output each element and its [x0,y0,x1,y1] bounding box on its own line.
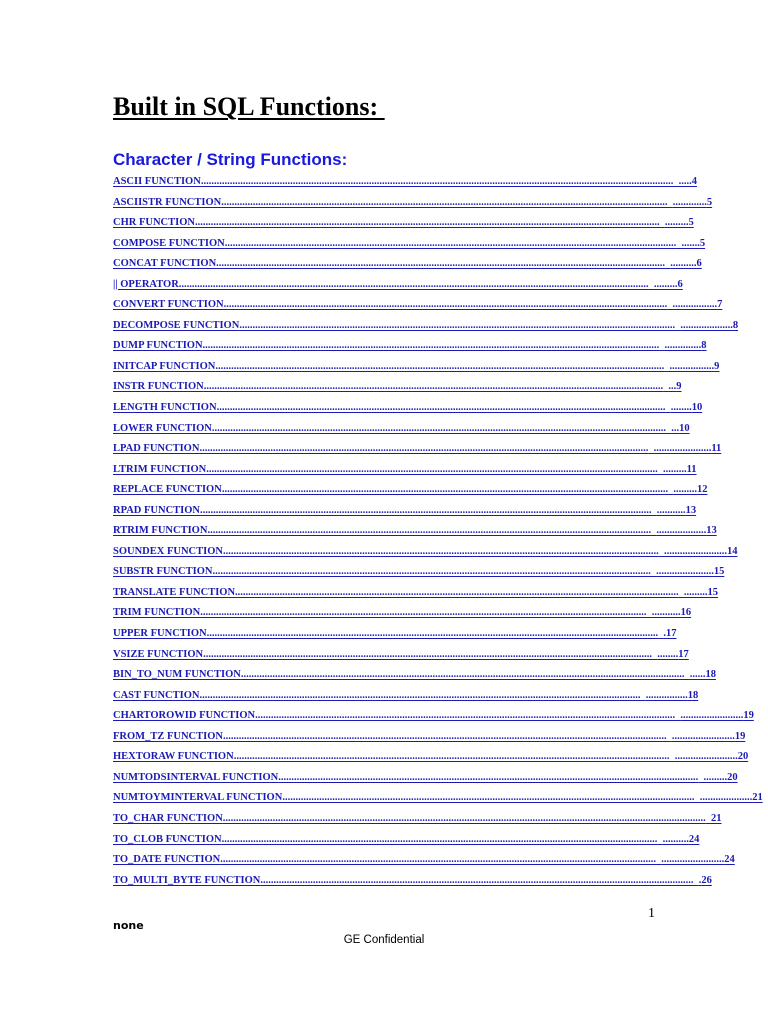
toc-link[interactable] [113,234,706,255]
toc-leader-dots: ............................................................................................................................................................................ [200,504,652,516]
toc-leader-dots: ........................................................................................................................................................................... [216,402,666,414]
toc-page-value: 26 [701,874,712,886]
toc-page-leader: ........ [657,648,679,660]
toc-leader-dots: ..................................................................................................................................................................... [260,874,694,886]
toc-link-label: CONVERT FUNCTION [113,299,224,311]
toc-link[interactable] [113,377,682,398]
toc-page-number [665,254,702,275]
toc-link[interactable] [113,172,697,193]
toc-page-number [673,172,697,193]
toc-link[interactable] [113,460,697,481]
toc-link[interactable] [113,624,677,645]
toc-leader-dots: ............................................................................................................................................................................. [211,422,667,434]
toc-page-number [684,665,716,686]
toc-link-label: INSTR FUNCTION [113,381,204,393]
footer-confidential-label: GE Confidential [343,934,425,946]
toc-leader-dots: ......................................................................................................................................................................... [207,525,652,537]
toc-page-number [657,830,699,851]
toc-link-label: CAST FUNCTION [113,689,200,701]
toc-page-leader: .............. [664,340,702,352]
toc-link[interactable] [113,768,738,789]
toc-page-value: 15 [713,566,725,578]
toc-leader-dots: ...................................................................................................................................................................... [239,319,676,331]
toc-page-leader: ........ [670,402,692,414]
toc-page-leader: ...... [689,669,706,681]
toc-leader-dots: ........................................................................................................................................................................................ [222,812,706,824]
toc-page-leader: ........... [656,504,686,516]
toc-link-label: HEXTORAW FUNCTION [113,751,234,763]
toc-leader-dots: ............................................................................................................................................................................... [203,381,664,393]
toc-link[interactable] [113,706,754,727]
toc-link[interactable] [113,254,702,275]
toc-page-number [658,460,697,481]
toc-leader-dots: ........................................................................................................................................................................... [215,360,665,372]
toc-page-value: 20 [727,771,738,783]
toc-link-label: NUMTOYMINTERVAL FUNCTION [113,792,283,804]
toc-link[interactable] [113,295,723,316]
toc-link-label: TRIM FUNCTION [113,607,201,619]
toc-link[interactable] [113,809,722,830]
toc-page-leader: .................... [680,319,733,331]
toc-page-value: 16 [680,607,692,619]
toc-page-value: 7 [717,299,723,311]
toc-link-label: UPPER FUNCTION [113,628,207,640]
toc-page-number [706,809,722,830]
toc-leader-dots: ...................................................................................................................................................................... [222,545,659,557]
toc-link-label: CHR FUNCTION [113,217,195,229]
toc-page-value: 12 [696,484,708,496]
toc-leader-dots: .......................................................................................................................................................................... [200,607,647,619]
footer-left-text: none [113,919,144,932]
toc-page-leader: ................. [672,299,718,311]
document-title: Built in SQL Functions: [113,92,385,121]
toc-link-label: ASCII FUNCTION [113,176,201,187]
toc-page-value: 17 [678,648,689,660]
toc-leader-dots: .......................................................................................................................................................................... [221,484,669,496]
toc-leader-dots: ............................................................................................................................................................. [282,792,695,804]
toc-page-value: 5 [706,196,713,208]
toc-page-value: 14 [726,545,738,557]
toc-page-leader: ... [671,422,680,434]
toc-page-number [658,624,676,645]
toc-link-label: SUBSTR FUNCTION [113,566,213,578]
toc-leader-dots: ................................................................................................................................................................ [278,771,699,783]
toc-leader-dots: ............................................................................................................................................................................ [206,463,658,475]
toc-page-leader: ......... [673,484,697,496]
toc-leader-dots: ...................................................................................................................................................................... [220,854,657,866]
toc-link[interactable] [113,501,697,522]
toc-link[interactable] [113,830,700,851]
toc-page-number [667,193,712,214]
toc-page-leader: ........................ [661,854,725,866]
toc-page-leader: ........... [651,607,681,619]
toc-page-number [648,439,721,460]
toc-page-number [651,562,725,583]
toc-link[interactable] [113,480,708,501]
toc-link-label: LPAD FUNCTION [113,443,200,455]
toc-page-leader: ........................ [671,730,735,742]
toc-link-label: RTRIM FUNCTION [113,525,208,537]
toc-page-number [698,768,737,789]
toc-link-label: BIN_TO_NUM FUNCTION [113,669,241,681]
toc-page-leader: ................. [669,360,715,372]
toc-page-leader: ........................ [663,545,727,557]
toc-page-number [693,871,711,892]
toc-link[interactable] [113,583,719,604]
toc-leader-dots: ......................................................................................................................................................................... [222,730,667,742]
toc-link-label: DECOMPOSE FUNCTION [113,319,240,331]
toc-page-value: 18 [687,689,699,701]
toc-link[interactable] [113,603,692,624]
toc-page-value: 15 [707,586,719,598]
toc-link-label: LOWER FUNCTION [113,422,212,434]
toc-page-value: 18 [705,669,716,681]
toc-link[interactable] [113,357,720,378]
toc-link-label: TO_CLOB FUNCTION [113,833,222,845]
toc-link[interactable] [113,439,722,460]
toc-page-value: 13 [706,525,717,537]
toc-page-number [660,213,694,234]
toc-page-value: 10 [679,422,690,434]
toc-page-value: 21 [711,812,722,824]
toc-leader-dots: ......................................................................................................................................................................... [235,586,679,598]
toc-page-value: 4 [691,176,697,187]
toc-page-number [679,583,718,604]
toc-link[interactable] [113,419,690,440]
toc-page-leader: .......... [670,258,697,270]
toc-page-value: 17 [666,628,677,640]
toc-page-number [675,316,738,337]
toc-leader-dots: ................................................................................................................................................................ [255,710,676,722]
toc-link-label: COMPOSE FUNCTION [113,237,225,249]
toc-page-value: 8 [732,319,739,331]
toc-link[interactable] [113,686,699,707]
toc-link[interactable] [113,542,738,563]
toc-link[interactable] [113,316,739,337]
toc-page-leader: ......... [703,771,728,783]
toc-leader-dots: ............................................................................................................................................................................ [206,628,659,640]
toc-link-label: INITCAP FUNCTION [113,360,216,372]
toc-page-value: 19 [734,730,746,742]
toc-page-value: 5 [699,237,706,249]
toc-page-number [664,357,719,378]
toc-page-number [652,645,689,666]
toc-leader-dots: ...................................................................................................................................................................... [221,833,658,845]
toc-leader-dots: ........................................................................................................................................................................ [199,689,641,701]
toc-page-value: 9 [676,381,682,393]
toc-leader-dots: ......................................................................................................................................................................... [240,669,685,681]
toc-page-value: 13 [685,504,697,516]
toc-link[interactable] [113,336,707,357]
toc-page-number [652,501,697,522]
table-of-contents [113,172,763,891]
toc-link[interactable] [113,213,694,234]
toc-page-number [649,275,683,296]
toc-link-label: TO_DATE FUNCTION [113,854,221,866]
toc-link-label: RPAD FUNCTION [113,504,201,516]
toc-page-value: 19 [743,710,754,722]
toc-page-value: 11 [711,443,722,455]
toc-page-number [659,336,706,357]
toc-leader-dots: ......................................................................................................................................................................... [223,299,668,311]
toc-page-leader: ......... [653,278,678,290]
toc-leader-dots: ...................................................................................................................................................................... [233,751,670,763]
toc-link-label: VSIZE FUNCTION [113,648,204,660]
toc-link[interactable] [113,850,735,871]
toc-page-value: 21 [752,792,763,804]
toc-page-value: 8 [701,340,707,352]
toc-link[interactable] [113,727,746,748]
toc-page-leader: ...................... [656,566,714,578]
toc-leader-dots: .................................................................................................................................................................................... [200,176,674,187]
toc-link[interactable] [113,193,713,214]
toc-page-leader: ... [668,381,677,393]
toc-link[interactable] [113,275,683,296]
toc-page-number [656,850,735,871]
toc-page-number [659,542,738,563]
toc-page-number [663,377,681,398]
toc-page-leader: ....... [681,237,700,249]
toc-link-label: SOUNDEX FUNCTION [113,545,223,557]
toc-page-leader: ........................ [680,710,744,722]
toc-link[interactable] [113,645,689,666]
toc-page-number [694,788,762,809]
toc-page-value: 11 [686,463,697,475]
toc-link-label: DUMP FUNCTION [113,340,203,352]
toc-leader-dots: ................................................................................................................................................................................. [194,217,660,229]
toc-page-number [640,686,698,707]
toc-link-label: NUMTODSINTERVAL FUNCTION [113,771,279,783]
toc-link[interactable] [113,788,763,809]
toc-page-number [669,747,748,768]
toc-leader-dots: ........................................................................................................................................................................... [216,258,666,270]
toc-page-number [666,419,690,440]
toc-link-label: TO_CHAR FUNCTION [113,812,223,824]
toc-leader-dots: ............................................................................................................................................................................ [224,237,677,249]
toc-page-number [676,234,705,255]
toc-page-value: 5 [688,217,694,229]
toc-link[interactable] [113,398,703,419]
toc-page-value: 24 [688,833,700,845]
toc-page-leader: ......... [663,463,687,475]
toc-page-leader: ......... [683,586,708,598]
toc-link[interactable] [113,562,725,583]
toc-page-value: 6 [677,278,683,290]
toc-leader-dots: ....................................................................................................................................................................... [212,566,651,578]
toc-link-label: CHARTOROWID FUNCTION [113,710,256,722]
toc-page-number [675,706,754,727]
toc-page-value: 9 [714,360,720,372]
toc-page-number [651,521,717,542]
toc-page-value: 24 [724,854,735,866]
toc-link-label: ASCIISTR FUNCTION [113,196,222,208]
toc-link[interactable] [113,871,712,892]
toc-page-number [646,603,691,624]
toc-link-label: LENGTH FUNCTION [113,402,217,414]
toc-link-label: TO_MULTI_BYTE FUNCTION [113,874,261,886]
toc-page-value: 20 [737,751,749,763]
toc-link-label: CONCAT FUNCTION [113,258,217,270]
toc-link[interactable] [113,665,716,686]
toc-leader-dots: .......................................................................................................................................................................... [221,196,668,208]
toc-page-leader: . [698,874,702,886]
toc-page-leader: ............. [672,196,707,208]
toc-link-label: TRANSLATE FUNCTION [113,586,236,598]
toc-page-number [665,398,702,419]
toc-page-leader: ..... [678,176,692,187]
toc-link[interactable] [113,521,717,542]
toc-link-label: REPLACE FUNCTION [113,484,222,496]
toc-page-leader: ...................... [653,443,712,455]
toc-page-leader: ................ [645,689,688,701]
page-number: 1 [648,906,655,921]
section-heading: Character / String Functions: [113,150,348,169]
toc-page-number [667,727,746,748]
toc-link-label: LTRIM FUNCTION [113,463,207,475]
toc-leader-dots: ................................................................................................................................................................................... [178,278,649,290]
toc-page-value: 10 [691,402,703,414]
toc-page-leader: ......... [664,217,689,229]
toc-page-leader: ................... [656,525,707,537]
toc-leader-dots: ........................................................................................................................................................................... [199,443,649,455]
toc-page-value: 6 [696,258,702,270]
toc-page-leader: .......... [662,833,689,845]
toc-link-label: FROM_TZ FUNCTION [113,730,223,742]
toc-page-leader: ........................ [674,751,738,763]
toc-page-number [668,480,707,501]
toc-link-label: || OPERATOR [113,278,179,290]
toc-leader-dots: ........................................................................................................................................................................... [203,648,653,660]
toc-page-leader: . [663,628,666,640]
toc-link[interactable] [113,747,749,768]
toc-leader-dots: .............................................................................................................................................................................. [202,340,660,352]
toc-page-leader: .................... [699,792,753,804]
toc-page-number [667,295,722,316]
